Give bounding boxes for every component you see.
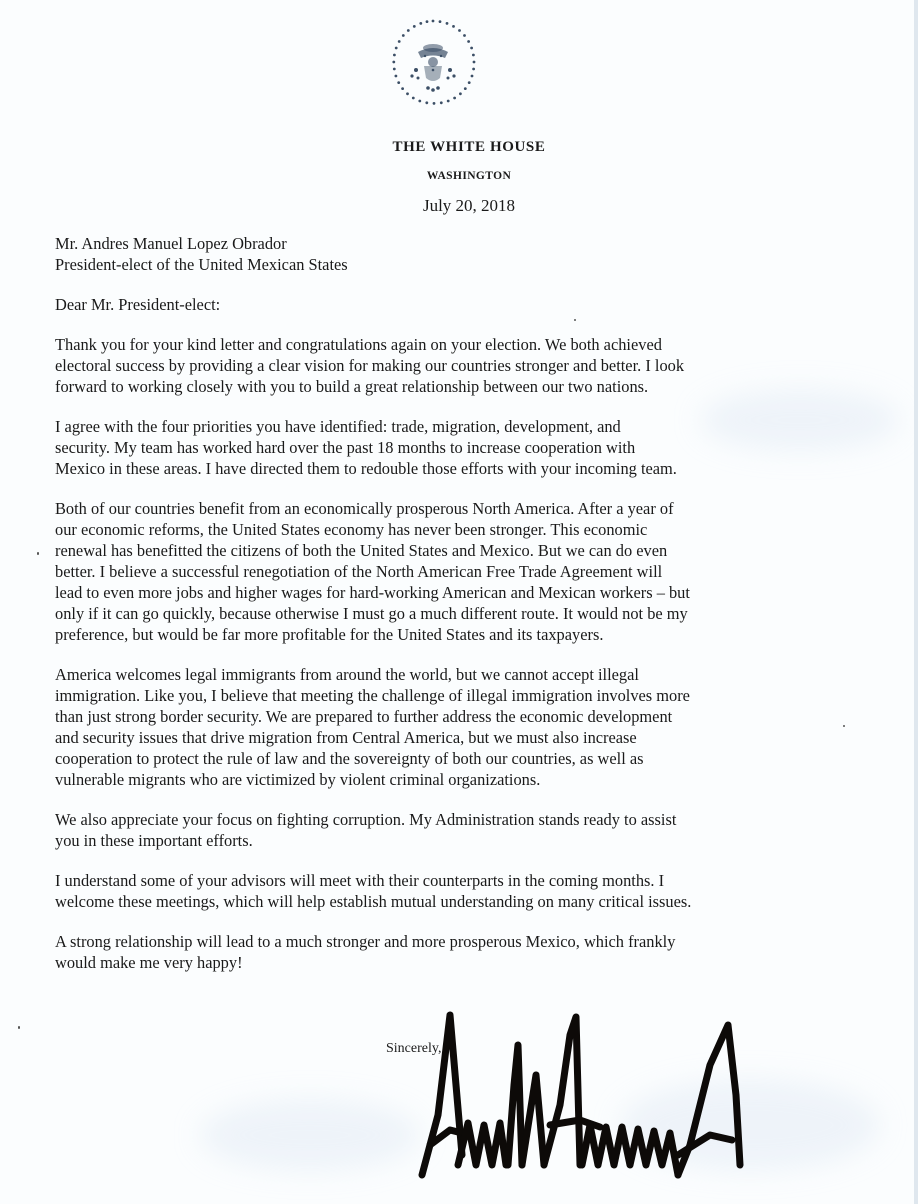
paragraph-priorities: I agree with the four priorities you have identified: trade, migration, development, and security. My team has worked hard over the past 18 months to increase cooperation with Mexico in these areas. I have directed them to redouble those efforts with your incoming team. bbox=[55, 417, 677, 478]
scan-smudge bbox=[200, 1100, 420, 1170]
scan-speck bbox=[18, 1026, 20, 1029]
recipient-title: President-elect of the United Mexican States bbox=[55, 255, 348, 274]
recipient-name: Mr. Andres Manuel Lopez Obrador bbox=[55, 234, 287, 253]
scan-speck bbox=[574, 319, 576, 321]
closing: Sincerely, bbox=[386, 1041, 442, 1056]
presidential-seal-icon bbox=[388, 18, 478, 114]
handwritten-signature-icon bbox=[410, 1005, 770, 1195]
paragraph-immigration: America welcomes legal immigrants from around the world, but we cannot accept illegal immigration. Like you, I believe that meeting the challenge of illegal immigration involves more than just strong border security. We are prepared to further address the economic development and security issues that drive migration from Central America, but we must also increase cooperation to protect the rule of law and the sovereignty of both our countries, as well as vulnerable migrants who are victimized by violent criminal organizations. bbox=[55, 665, 690, 789]
recipient-block bbox=[55, 233, 815, 275]
salutation: Dear Mr. President-elect: bbox=[55, 295, 221, 314]
letter-date: July 20, 2018 bbox=[422, 196, 516, 215]
paragraph-corruption: We also appreciate your focus on fighting corruption. My Administration stands ready to assist you in these important efforts. bbox=[55, 810, 677, 850]
scan-speck bbox=[37, 552, 39, 555]
scan-speck bbox=[843, 725, 845, 727]
paragraph-economy: Both of our countries benefit from an economically prosperous North America. After a year of our economic reforms, the United States economy has never been stronger. This economic renewal has benefitted the citizens of both the United States and Mexico. But we can do even better. I believe a successful renegotiation of the North American Free Trade Agreement will lead to even more jobs and higher wages for hard-working American and Mexican workers – but only if it can go quickly, because otherwise I must go a much different route. It would not be my preference, but would be far more profitable for the United States and its taxpayers. bbox=[55, 499, 690, 644]
letterhead-title: THE WHITE HOUSE bbox=[392, 139, 546, 155]
paragraph-thanks: Thank you for your kind letter and congratulations again on your election. We both achieved electoral success by providing a clear vision for making our countries stronger and better. I look forward to working closely with you to build a great relationship between our two nations. bbox=[55, 335, 685, 396]
letter-body bbox=[55, 233, 815, 992]
letterhead-city: WASHINGTON bbox=[426, 170, 512, 182]
paragraph-relationship: A strong relationship will lead to a much stronger and more prosperous Mexico, which frankly would make me very happy! bbox=[55, 932, 676, 972]
paragraph-advisors: I understand some of your advisors will meet with their counterparts in the coming months. I welcome these meetings, which will help establish mutual understanding on many critical issues. bbox=[55, 871, 692, 911]
